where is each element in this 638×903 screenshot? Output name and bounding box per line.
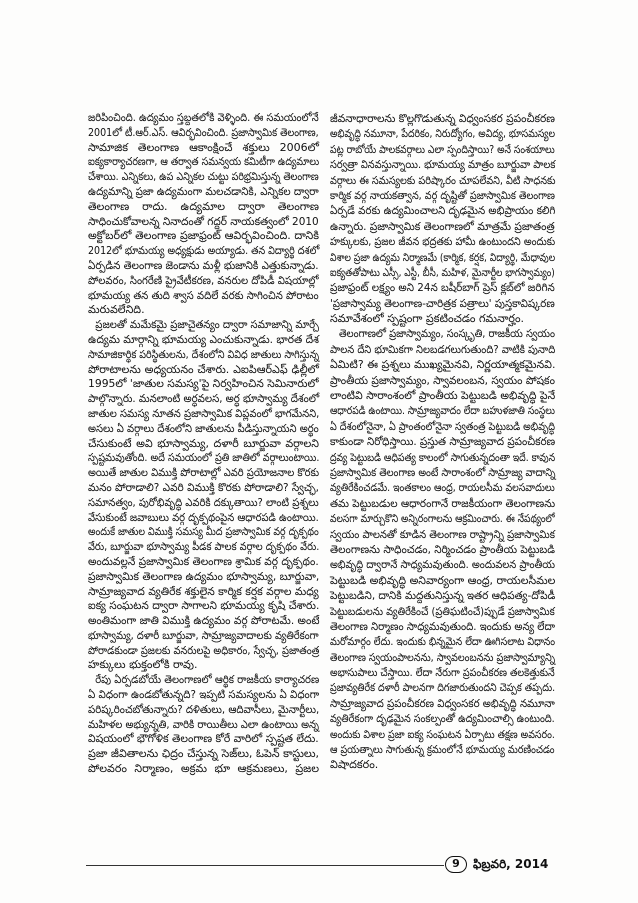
text-line: స్వయం పాలనతో కూడిన తెలంగాణ రాష్ట్రాన్ని ప్రజాస్వామిక — [330, 527, 555, 541]
text-line: వ్యతిరేకించడమే. ఇంతకాలం ఆంధ్ర, రాయలసీమ వలసవాదులు — [330, 481, 555, 495]
text-line: విశాల ప్రజా ఉద్యమ నిర్మాణమే (కార్మిక, కర్షక, విద్యార్థి, మేధావుల — [330, 250, 556, 264]
text-line: ఆధారపడి ఉంటాయి. సామ్రాజ్యవాదం లేదా బహుళజాతి సంస్థలు — [330, 404, 555, 418]
left-column — [88, 111, 319, 777]
text-line: తెలంగాణను సాధించడం, నిర్మించడం ప్రాంతీయ పెట్టుబడి — [330, 542, 555, 556]
text-line: విషయంలో భౌగోళిక తెలంగాణ కోరే వారిలో స్పష్టత లేదు. — [88, 732, 319, 746]
paragraph — [88, 673, 319, 777]
text-line: ద్రవ్య పెట్టుబడి ఆధిపత్య కాలంలో సాగుతున్నదంతా ఇదే. కావున — [330, 450, 556, 464]
text-line: అభివృద్ధి నమూనా, పేదరికం, నిరుద్యోగం, అవిద్య, భూసమస్యల — [330, 127, 556, 141]
text-line: 2001లో టీ.ఆర్.ఎస్. ఆవిర్భవించింది. ప్రజాస్వామిక తెలంగాణ, — [88, 125, 319, 139]
text-line: లాంటివి సారాంశంలో ప్రాంతీయ పెట్టుబడి అభివృద్ధి పైనే — [330, 389, 556, 403]
paragraph — [88, 111, 319, 318]
page-number: 9 — [445, 856, 467, 873]
text-line: అందువల్లనే ప్రజాస్వామిక తెలంగాణ శ్రామిక వర్గ దృక్పథం. — [88, 554, 319, 568]
footer-rule — [86, 865, 444, 866]
text-line: ప్రజాస్వామిక తెలంగాణ ఉద్యమం భూస్వామ్య, బూర్జువా, — [88, 569, 320, 583]
text-line: పెట్టుబడి అభివృద్ధి అనివార్యంగా ఆంధ్ర, రాయలసీమల — [330, 573, 556, 587]
text-line: 1995లో 'జాతుల సమస్య'పై నిర్వహించిన సెమినారులో — [88, 377, 319, 391]
right-column — [330, 111, 555, 773]
text-line: ఏర్పడే వరకు ఉద్యమించాలని దృఢమైన అభిప్రాయం కలిగి — [330, 204, 556, 218]
text-line: పాలన దేని భూమికగా నిలబడగలుగుతుంది? వాటికి పునాది — [330, 342, 556, 356]
text-line: జాతుల సమస్య నూతన ప్రజాస్వామిక విప్లవంలో భాగమేనని, — [88, 406, 320, 420]
text-line: వర్గాలు ఈ సమస్యలకు పరిష్కారం చూపలేవని, వీటి సాధనకు — [330, 173, 556, 187]
text-line: ఐక్యతతోపాటు ఎస్సీ, ఎస్టీ, బీసీ, మహిళ, మైనార్టీల భాగస్వామ్యం) — [330, 265, 555, 279]
text-line: విషాదకరం. — [330, 758, 379, 772]
text-line: చేశాయి. ఎన్నికలు, ఉప ఎన్నికల చుట్టు పరిభ్రమిస్తున్న తెలంగాణ — [88, 170, 319, 184]
text-line: అక్టోబర్‌లో తెలంగాణ ప్రజాఫ్రంట్ ఆవిర్భవించింది. దానికి — [88, 229, 319, 243]
text-line: స్పష్టమవుతోంది. అదే సమయంలో ప్రతి జాతిలో వర్గాలుంటాయి. — [88, 451, 320, 465]
text-line: వలసగా మార్చుకొని అన్నిరంగాలను ఆక్రమించారు. ఈ నేపథ్యంలో — [330, 512, 555, 526]
text-line: సామాజికార్థిక పరిస్థితులను, దేశంలోని వివిధ జాతులు సాగిస్తున్న — [88, 347, 320, 361]
text-line: ప్రజావ్యతిరేక దళారీ పాలనగా దిగజారుతుందని చెప్పక తప్పదు. — [330, 681, 556, 695]
text-line: అసలు ఏ వర్గాలు దేశంలోని జాతులను పీడిస్తున్నాయని అర్థం — [88, 421, 319, 435]
text-line: భూస్వామ్య, దళారీ బూర్జువా, సామ్రాజ్యవాదాలకు వ్యతిరేకంగా — [88, 628, 319, 642]
text-line: 2012లో భూమయ్య అధ్యక్షుడు అయ్యాడు. తన విద్యార్థి దశలో — [88, 244, 320, 258]
text-line: ప్రజా జీవితాలను ఛిద్రం చేస్తున్న సెజ్‌లు, ఓపెన్ కాస్టులు, — [88, 747, 319, 761]
text-line: ఐక్య సంఘటన ద్వారా సాగాలని భూమయ్య కృషి చేశారు. — [88, 599, 320, 613]
text-line: ప్రజాస్వామిక తెలంగాణ అంటే సారాంశంలో సామ్రాజ్య వాదాన్ని — [330, 465, 556, 479]
text-line: పట్ల రాబోయే పాలకవర్గాలు ఎలా స్పందిస్తాయి? అనే సంశయాలు — [330, 142, 555, 156]
text-line: పోలవరం, సింగరేణి ప్రైవేటీకరణ, వనరుల దోపిడీ విషయాల్లో — [88, 273, 319, 287]
text-line: సాధించుకోవాలన్న నినాదంతో గద్దర్ నాయకత్వంలో 2010 — [88, 214, 319, 228]
text-line: జీవనాధారాలను కొల్లగొడుతున్న విధ్వంసకర ప్రపంచీకరణ — [330, 112, 555, 125]
text-line: హక్కులు భుక్తంలోకి రావు. — [88, 658, 198, 672]
text-line: జరిపించింది. ఉద్యమం స్తబ్దతలోకి వెళ్ళింది. ఈ సమయంలోనే — [88, 111, 319, 124]
paragraph — [88, 318, 319, 673]
text-line: అంతిమంగా జాతి విముక్తి ఉద్యమం వర్గ పోరాటమే. అంటే — [88, 614, 320, 628]
text-line: ఉద్యమ మార్గాన్ని భూమయ్య ఎంచుకున్నాడు. భారత దేశ — [88, 332, 319, 346]
issue-date: ఫిబ్రవరి, 2014 — [473, 857, 549, 871]
text-line: కాకుండా నిరోధిస్తాయి. ప్రస్తుత సామ్రాజ్యవాద ప్రపంచీకరణ — [330, 435, 556, 449]
text-line: తెలంగాణ స్వయంపాలనను, స్వావలంబనను ప్రజాస్వామ్యాన్ని — [330, 650, 556, 664]
text-line: మరోమార్గం లేదు. ఇందుకు భిన్నమైన లేదా ఊగిసలాట విధానం — [330, 635, 556, 649]
text-line: పెట్టుబడిని, దానికి మద్దతునిస్తున్న ఇతర ఆధిపత్య-దోపిడీ — [330, 589, 556, 603]
text-line: ఉన్నారు. ప్రజాస్వామిక తెలంగాణలో మాత్రమే ప్రజాతంత్ర — [330, 219, 555, 233]
text-line: ఉద్యమాన్ని ప్రజా ఉద్యమంగా మలచడానికి, ఎన్నికల ద్వారా — [88, 184, 319, 198]
text-line: పాల్గొన్నారు. మనలాంటి అర్ధవలస, అర్ధ భూస్వామ్య దేశంలో — [88, 392, 320, 406]
text-line: అందుకు విశాల ప్రజా ఐక్య సంఘటన ఏర్పాటు తక్షణ అవసరం. — [330, 727, 555, 741]
text-line: ప్రజాఫ్రంట్ లక్ష్యం అని 24న బషీర్‌బాగ్ ప్రెస్ క్లబ్‌లో జరిగిన — [330, 281, 555, 295]
text-line: పోలవరం నిర్మాణం, అక్రమ భూ ఆక్రమణలు, ప్రజల — [88, 762, 319, 776]
text-line: అభాసుపాలు చేస్తాయి. లేదా నేరుగా ప్రపంచీకరణ తలకెత్తుకునే — [330, 666, 555, 680]
text-line: సర్వత్రా వినవస్తున్నాయి. భూమయ్య మాత్రం బూర్జువా పాలక — [330, 158, 556, 172]
text-line: సమానత్వం, పురోభివృద్ధి ఎవరికి దక్కుతాయి? లాంటి ప్రశ్నలు — [88, 495, 319, 509]
text-line: తెలంగాణలో ప్రజాస్వామ్యం, సంస్కృతి, రాజకీయ స్వయం — [338, 327, 555, 341]
text-line: చేసుకుంటే అవి భూస్వామ్య, దళారీ బూర్జువా వర్గాలని — [88, 436, 319, 450]
paragraph — [330, 111, 555, 326]
text-line: పరిష్కరించబోతున్నారు? దళితులు, ఆదివాసీలు, మైనార్టీలు, — [88, 702, 320, 716]
text-line: పోరాటాలను అధ్యయనం చేశారు. ఎఐపిఆర్ఎఫ్ ఢిల్లీలో — [88, 362, 319, 376]
text-line: మనం పోరాడాలి? ఎవరి విముక్తి కొరకు పోరాడాలి? స్వేచ్ఛ, — [88, 480, 319, 494]
text-line: తెలంగాణ రాదు. ఉద్యమాల ద్వారా తెలంగాణ — [88, 199, 319, 213]
text-line: తమ పెట్టుబడుల ఆధారంగానే రాజకీయంగా తెలంగాణను — [330, 496, 556, 510]
text-line: మహిళల అభ్యున్నతి, వారికి రాయితీలు ఎలా ఉంటాయి అన్న — [88, 717, 319, 731]
text-line: సామాజిక తెలంగాణ ఆకాంక్షించే శక్తులు 2006లో — [88, 140, 319, 154]
text-line: ఐక్యకార్యాచరణగా, ఆ తర్వాత సమన్వయ కమిటీగా ఉద్యమాలు — [88, 155, 320, 169]
text-line: సమావేశంలో స్పష్టంగా ప్రకటించడం గమనార్హం. — [330, 312, 525, 326]
text-line: వ్యతిరేకంగా దృఢమైన సంకల్పంతో ఉద్యమించాల్సి ఉంటుంది. — [330, 712, 555, 726]
text-line: రేపు ఏర్పడబోయే తెలంగాణలో ఆర్థిక రాజకీయ కార్యాచరణ — [95, 673, 320, 687]
text-line: హక్కులకు, ప్రజల జీవన భద్రతకు హామీ ఉంటుందని అందుకు — [330, 235, 556, 249]
text-line: ఏ దేశంలోనైనా, ఏ ప్రాంతంలోనైనా స్వతంత్ర పెట్టుబడి అభివృద్ధి — [330, 419, 555, 433]
text-line: అందుకే జాతుల విముక్తి సమస్య మీద ప్రజాస్వామిక వర్గ దృక్పథం — [88, 525, 319, 539]
text-line: మరువలేనిది. — [88, 303, 145, 317]
text-line: సామ్రాజ్యవాద ప్రపంచీకరణ విధ్వంసకర అభివృద్ధి నమూనా — [330, 696, 555, 710]
text-line: ఏ విధంగా ఉండబోతున్నది? ఇప్పటి సమస్యలను ఏ విధంగా — [88, 688, 320, 702]
text-line: ఏర్పడిన తెలంగాణ జెండాను మళ్లీ భుజానికి ఎత్తుకున్నాడు. — [88, 258, 319, 272]
text-line: పెట్టుబడులను వ్యతిరేకించే (ప్రతిఘటించే)ప్పుడే ప్రజాస్వామిక — [330, 604, 555, 618]
text-line: సామ్రాజ్యవాద వ్యతిరేక శక్తులైన కార్మిక కర్షక వర్గాల మధ్య — [88, 584, 319, 598]
text-line: 'ప్రజాస్వామ్య తెలంగాణ-చారిత్రక పత్రాలు' పుస్తకావిష్కరణ — [330, 296, 555, 310]
text-line: పోరాడకుండా ప్రజలకు వనరులపై అధికారం, స్వేచ్ఛ, ప్రజాతంత్ర — [88, 643, 320, 657]
text-line: ఏమిటి? ఈ ప్రశ్నలు ముఖ్యమైనవి, నిర్ణయాత్మకమైనవి. — [330, 358, 556, 372]
text-line: వేసుకుంటే జవాబులు వర్గ దృక్పథంపైన ఆధారపడి ఉంటాయి. — [88, 510, 319, 524]
text-line: భూమయ్య తన తుది శ్వాస వదిలే వరకు సాగించిన పోరాటం — [88, 288, 319, 302]
paragraph — [330, 326, 555, 772]
text-line: అభివృద్ధి ద్వారానే సాధ్యమవుతుంది. అందువలన ప్రాంతీయ — [330, 558, 555, 572]
text-line: కార్మిక వర్గ నాయకత్వాన, వర్గ దృష్టితో ప్రజాస్వామిక తెలంగాణ — [330, 188, 555, 202]
text-line: తెలంగాణ నిర్మాణం సాధ్యమవుతుంది. ఇందుకు అన్య లేదా — [330, 619, 555, 633]
text-line: వేరు, బూర్జువా భూస్వామ్య పీడక పాలక వర్గాల దృక్పథం వేరు. — [88, 540, 320, 554]
text-line: ఆ ప్రయత్నాలు సాగుతున్న క్రమంలోనే భూమయ్య మరణించడం — [330, 743, 555, 757]
text-line: ప్రజలతో మమేకమై ప్రజాచైతన్యం ద్వారా సమాజాన్ని మార్చే — [95, 318, 320, 332]
text-line: అయితే జాతుల విముక్తి పోరాటాల్లో ఎవరి ప్రయోజనాల కొరకు — [88, 466, 320, 480]
text-line: ప్రాంతీయ ప్రజాస్వామ్యం, స్వావలంబన, స్వయం పోషకం — [330, 373, 555, 387]
